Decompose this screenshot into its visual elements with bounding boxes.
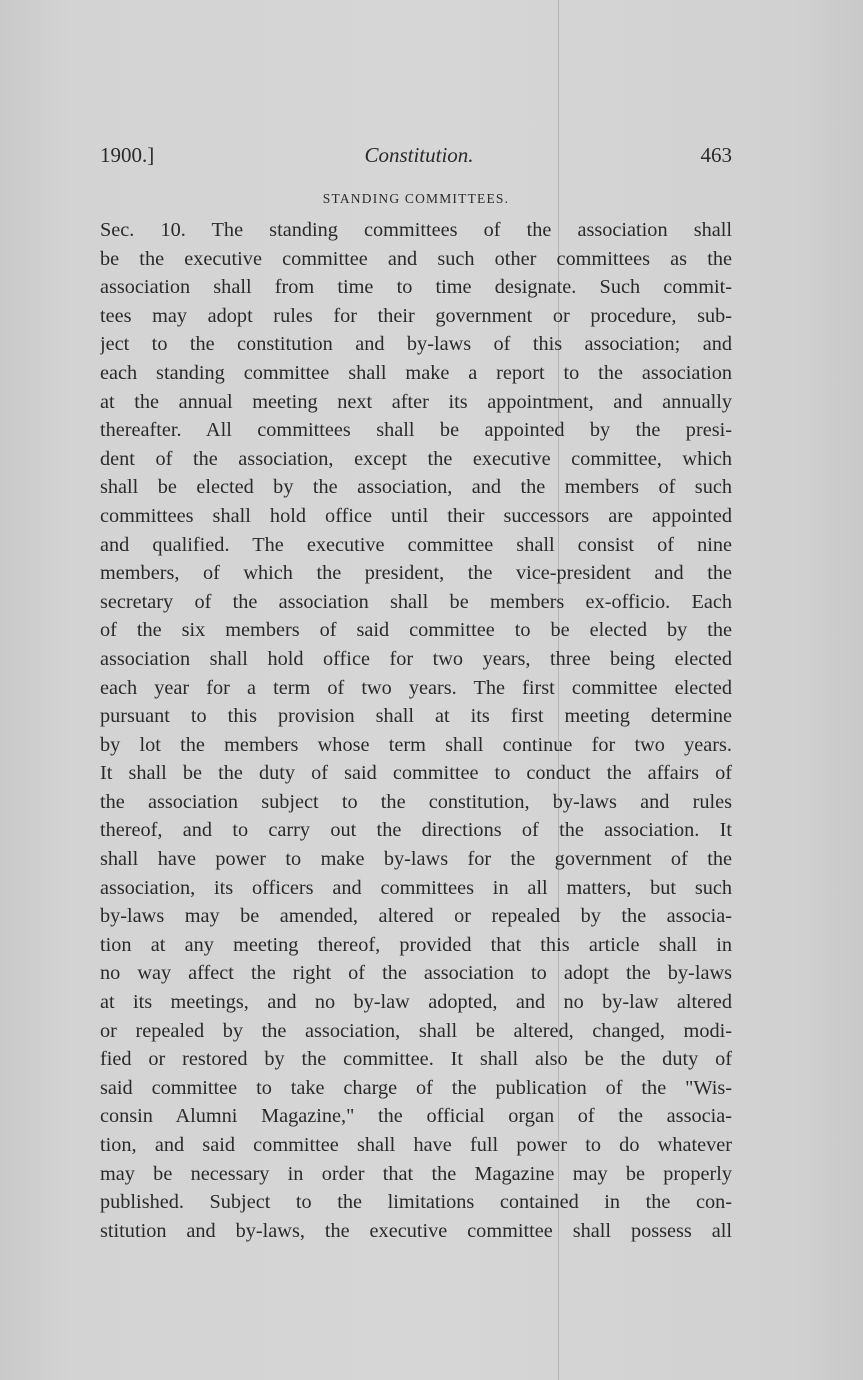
text-line: ject to the constitution and by-laws of this association; and xyxy=(100,333,732,356)
text-line: It shall be the duty of said committee to conduct the affairs of xyxy=(100,762,732,785)
text-line: pursuant to this provision shall at its first meeting determine xyxy=(100,705,732,728)
text-line: thereof, and to carry out the directions of the association. It xyxy=(100,819,732,842)
running-header xyxy=(100,143,732,173)
text-line: or repealed by the association, shall be altered, changed, modi- xyxy=(100,1019,732,1042)
text-line: association, its officers and committees in all matters, but such xyxy=(100,876,732,899)
text-line: association shall from time to time designate. Such commit- xyxy=(100,276,732,299)
text-line: consin Alumni Magazine," the official organ of the associa- xyxy=(100,1105,732,1128)
text-line: each standing committee shall make a report to the association xyxy=(100,361,732,384)
text-line: committees shall hold office until their successors are appointed xyxy=(100,504,732,527)
text-line: said committee to take charge of the publication of the "Wis- xyxy=(100,1076,732,1099)
text-line: shall be elected by the association, and the members of such xyxy=(100,476,732,499)
header-title: Constitution. xyxy=(364,143,474,167)
text-line: tion at any meeting thereof, provided that this article shall in xyxy=(100,933,732,956)
text-line: members, of which the president, the vice-president and the xyxy=(100,562,732,585)
text-line: Sec. 10. The standing committees of the association shall xyxy=(100,219,732,241)
text-line: dent of the association, except the executive committee, which xyxy=(100,447,732,470)
text-line: secretary of the association shall be members ex-officio. Each xyxy=(100,590,732,613)
page-number: 463 xyxy=(700,143,732,167)
text-line: tees may adopt rules for their government or procedure, sub- xyxy=(100,304,732,327)
text-line: at the annual meeting next after its appointment, and annually xyxy=(100,390,732,413)
text-line: the association subject to the constitution, by-laws and rules xyxy=(100,790,732,813)
body-paragraph xyxy=(100,216,732,1245)
text-line: may be necessary in order that the Magazine may be properly xyxy=(100,1162,732,1185)
text-line: be the executive committee and such other committees as the xyxy=(100,247,732,270)
text-line: of the six members of said committee to be elected by the xyxy=(100,619,732,642)
section-heading: STANDING COMMITTEES. xyxy=(322,191,510,206)
text-line: and qualified. The executive committee shall consist of nine xyxy=(100,533,732,556)
text-line: each year for a term of two years. The first committee elected xyxy=(100,676,732,699)
text-line: association shall hold office for two years, three being elected xyxy=(100,647,732,670)
text-line: no way affect the right of the association to adopt the by-laws xyxy=(100,962,732,985)
text-line: tion, and said committee shall have full power to do whatever xyxy=(100,1134,732,1156)
header-year: 1900.] xyxy=(100,143,155,167)
text-line: thereafter. All committees shall be appointed by the presi- xyxy=(100,419,732,442)
text-line: fied or restored by the committee. It shall also be the duty of xyxy=(100,1048,732,1071)
text-line: shall have power to make by-laws for the government of the xyxy=(100,848,732,871)
text-line: stitution and by-laws, the executive committee shall possess all xyxy=(100,1219,732,1242)
text-line: published. Subject to the limitations contained in the con- xyxy=(100,1191,732,1214)
text-line: by-laws may be amended, altered or repealed by the associa- xyxy=(100,905,732,928)
text-line: at its meetings, and no by-law adopted, and no by-law altered xyxy=(100,991,732,1014)
text-line: by lot the members whose term shall continue for two years. xyxy=(100,733,732,756)
